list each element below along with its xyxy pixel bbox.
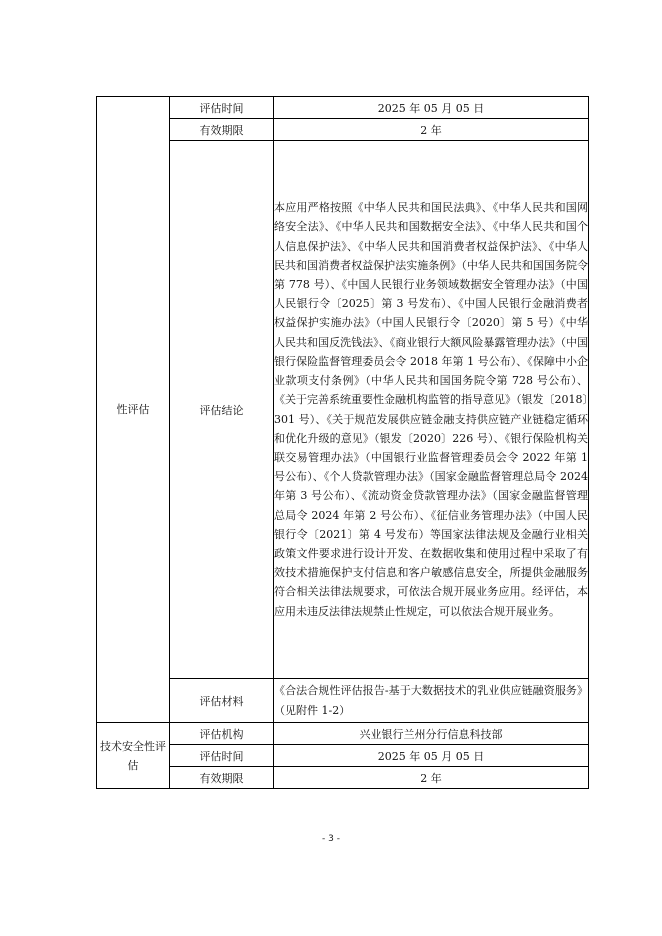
org-value: 兴业银行兰州分行信息科技部 bbox=[274, 723, 589, 745]
material-text: 《合法合规性评估报告-基于大数据技术的乳业供应链融资服务》（见附件 1-2） bbox=[274, 679, 589, 723]
page-number: - 3 - bbox=[322, 834, 340, 844]
org-label: 评估机构 bbox=[170, 723, 274, 745]
eval-time-value: 2025 年 05 月 05 日 bbox=[274, 97, 589, 119]
tech-section-label: 技术安全性评估 bbox=[97, 723, 170, 789]
tech-eval-time-label: 评估时间 bbox=[170, 745, 274, 767]
assessment-table bbox=[96, 96, 589, 789]
conclusion-text: 本应用严格按照《中华人民共和国民法典》、《中华人民共和国网络安全法》、《中华人民共和国数据安全法》、《中华人民共和国个人信息保护法》、《中华人民共和国消费者权益保护法》、《中华人民共和国消费者权益保护法实施条例》（中华人民共和国国务院令第 778 号）、《中国人民银行业务领域数据安全管理办法》（中国人民银行令〔2025〕第 3 号发布）、《中国人民银行金融消费者权益保护实施办法》（中国人民银行令〔2020〕第 5 号）《中华人民共和国反洗钱法》、《商业银行大额风险暴露管理办法》（中国银行保险监督管理委员会令 2018 年第 1 号公布）、《保障中小企业款项支付条例》（中华人民共和国国务院令第 728 号公布）、《关于完善系统重要性金融机构监管的指导意见》（银发〔2018〕301 号）、《关于规范发展供应链金融支持供应链产业链稳定循环和优化升级的意见》（银发〔2020〕226 号）、《银行保险机构关联交易管理办法》（中国银行业监督管理委员会令 2022 年第 1 号公布）、《个人贷款管理办法》（国家金融监督管理总局令 2024 年第 3 号公布）、《流动资金贷款管理办法》（国家金融监督管理总局令 2024 年第 2 号公布）、《征信业务管理办法》（中国人民银行令〔2021〕第 4 号发布）等国家法律法规及金融行业相关政策文件要求进行设计开发、在数据收集和使用过程中采取了有效技术措施保护支付信息和客户敏感信息安全，所提供金融服务符合相关法律法规要求，可依法合规开展业务应用。经评估，本应用未违反法律法规禁止性规定，可以依法合规开展业务。 bbox=[274, 141, 589, 679]
tech-validity-value: 2 年 bbox=[274, 767, 589, 789]
tech-validity-label: 有效期限 bbox=[170, 767, 274, 789]
compliance-section-label: 性评估 bbox=[97, 97, 170, 723]
conclusion-label: 评估结论 bbox=[170, 141, 274, 679]
material-label: 评估材料 bbox=[170, 679, 274, 723]
eval-time-label: 评估时间 bbox=[170, 97, 274, 119]
validity-value: 2 年 bbox=[274, 119, 589, 141]
tech-eval-time-value: 2025 年 05 月 05 日 bbox=[274, 745, 589, 767]
validity-label: 有效期限 bbox=[170, 119, 274, 141]
